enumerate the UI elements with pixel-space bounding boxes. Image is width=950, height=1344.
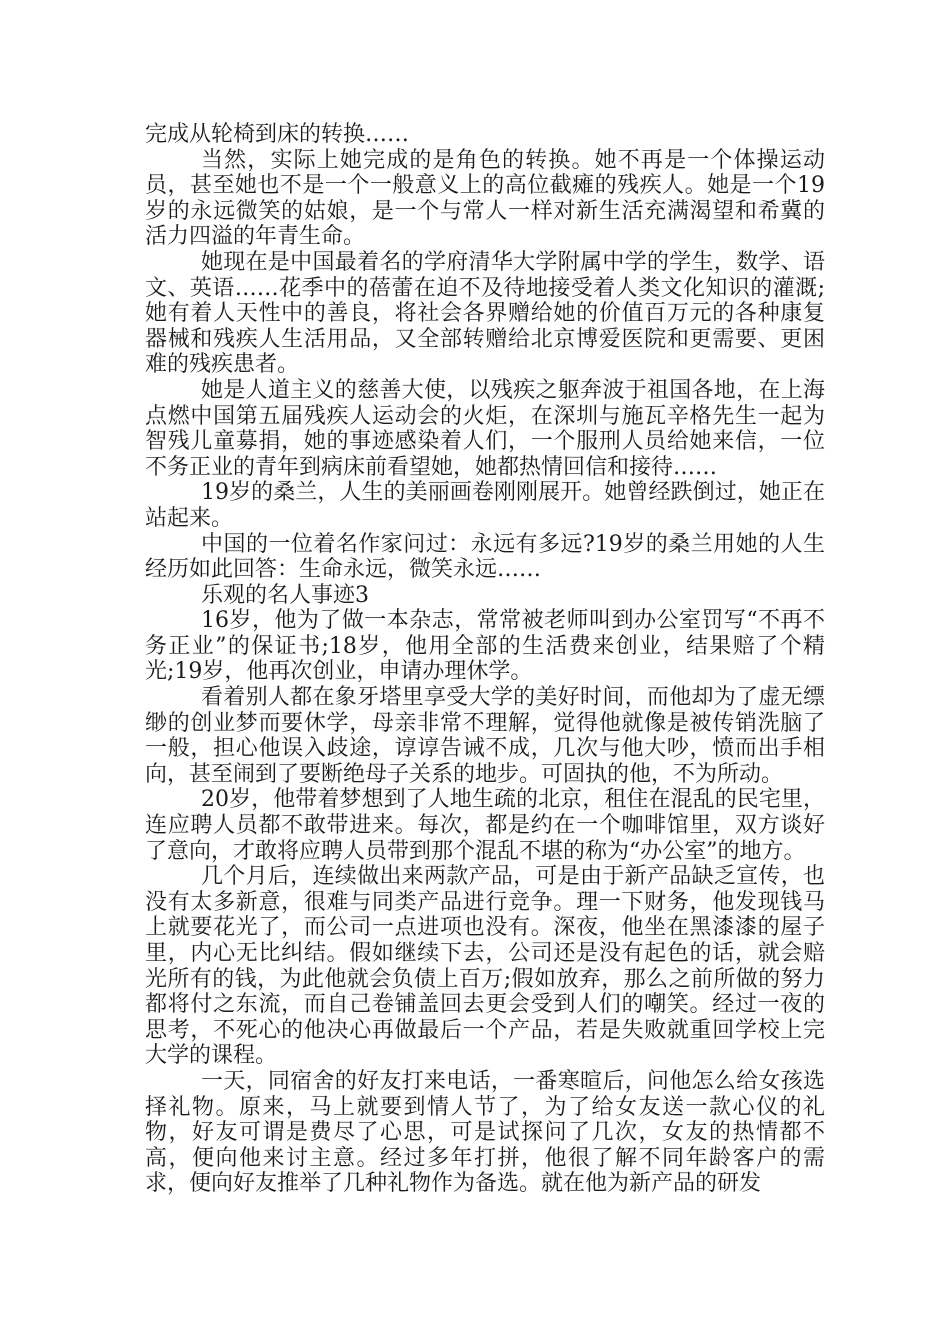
paragraph-role-change: 当然，实际上她完成的是角色的转换。她不再是一个体操运动员，甚至她也不是一个一般意义上的高位截瘫的残疾人。她是一个19岁的永远微笑的姑娘，是一个与常人一样对新生活充满渴望和希冀的活力四溢的年青生命。 bbox=[145, 147, 825, 250]
paragraph-beijing: 20岁，他带着梦想到了人地生疏的北京，租住在混乱的民宅里，连应聘人员都不敢带进来。每次，都是约在一个咖啡馆里，双方谈好了意向，才敢将应聘人员带到那个混乱不堪的称为“办公室”的地方。 bbox=[145, 787, 825, 864]
paragraph-dropout: 看着别人都在象牙塔里享受大学的美好时间，而他却为了虚无缥缈的创业梦而要休学，母亲非常不理解，觉得他就像是被传销洗脑了一般，担心他误入歧途，谆谆告诫不成，几次与他大吵，愤而出手相向，甚至闹到了要断绝母子关系的地步。可固执的他，不为所动。 bbox=[145, 685, 825, 787]
paragraph-forever: 中国的一位着名作家问过：永远有多远?19岁的桑兰用她的人生经历如此回答：生命永远，微笑永远…… bbox=[145, 531, 825, 583]
paragraph-continuation: 完成从轮椅到床的转换…… bbox=[145, 122, 410, 147]
paragraph-months-later: 几个月后，连续做出来两款产品，可是由于新产品缺乏宣传，也没有太多新意，很难与同类产品进行竞争。理一下财务，他发现钱马上就要花光了，而公司一点进项也没有。深夜，他坐在黑漆漆的屋子里，内心无比纠结。假如继续下去，公司还是没有起色的话，就会赔光所有的钱，为此他就会负债上百万;假如放弃，那么之前所做的努力都将付之东流，而自己卷铺盖回去更会受到人们的嘲笑。经过一夜的思考，不死心的他决心再做最后一个产品，若是失败就重回学校上完大学的课程。 bbox=[145, 864, 825, 1069]
paragraph-age-16: 16岁，他为了做一本杂志，常常被老师叫到办公室罚写“不再不务正业”的保证书;18岁，他用全部的生活费来创业，结果赔了个精光;19岁，他再次创业，申请办理休学。 bbox=[145, 608, 825, 685]
paragraph-student-life: 她现在是中国最着名的学府清华大学附属中学的学生，数学、语文、英语……花季中的蓓蕾在迫不及待地接受着人类文化知识的灌溉;她有着人天性中的善良，将社会各界赠给她的价值百万元的各种康复器械和残疾人生活用品，又全部转赠给北京博爱医院和更需要、更困难的残疾患者。 bbox=[145, 249, 825, 378]
paragraph-sang-lan-19: 19岁的桑兰，人生的美丽画卷刚刚展开。她曾经跌倒过，她正在站起来。 bbox=[145, 480, 825, 531]
document-body bbox=[145, 122, 825, 1197]
paragraph-one-day: 一天，同宿舍的好友打来电话，一番寒暄后，问他怎么给女孩选择礼物。原来，马上就要到情人节了，为了给女友送一款心仪的礼物，好友可谓是费尽了心思，可是试探问了几次，女友的热情都不高，便向他来讨主意。经过多年打拼，他很了解不同年龄客户的需求，便向好友推举了几种礼物作为备选。就在他为新产品的研发 bbox=[145, 1068, 825, 1197]
paragraph-charity-ambassador: 她是人道主义的慈善大使，以残疾之躯奔波于祖国各地，在上海点燃中国第五届残疾人运动会的火炬，在深圳与施瓦辛格先生一起为智残儿童募捐，她的事迹感染着人们，一个服刑人员给她来信，一位不务正业的青年到病床前看望她，她都热情回信和接待…… bbox=[145, 377, 825, 480]
section-heading: 乐观的名人事迹3 bbox=[201, 582, 369, 608]
